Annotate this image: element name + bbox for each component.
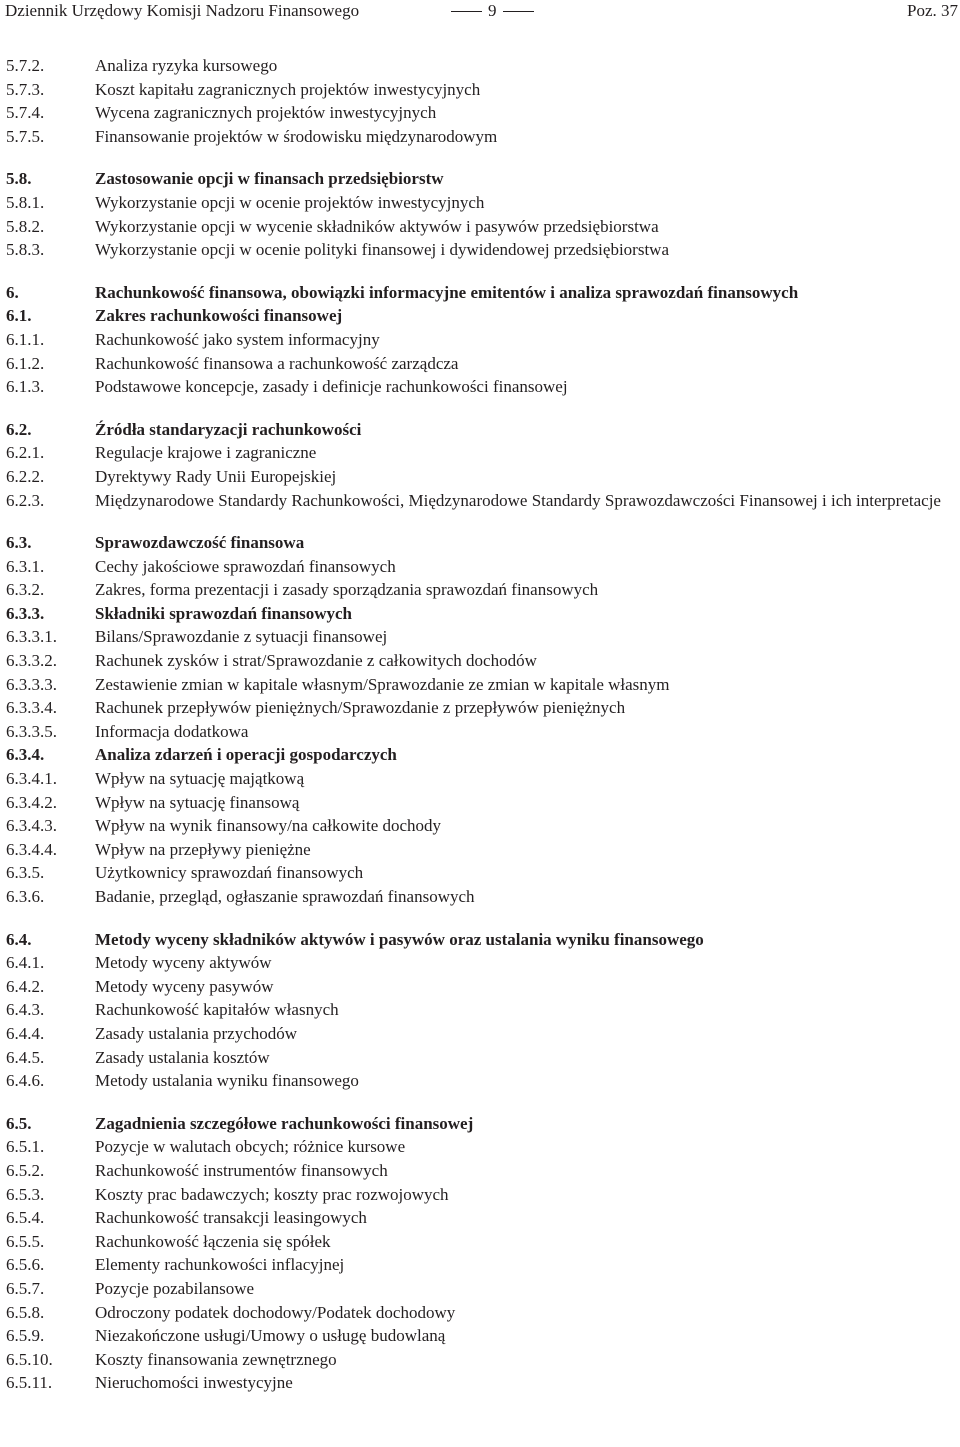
toc-entry — [6, 441, 958, 465]
entry-title: Rachunkowość łączenia się spółek — [95, 1231, 331, 1251]
toc-section — [6, 531, 958, 909]
entry-title: Bilans/Sprawozdanie z sytuacji finansowej — [95, 627, 388, 647]
entry-title: Pozycje w walutach obcych; różnice kursowe — [95, 1137, 406, 1157]
entry-title: Zakres rachunkowości finansowej — [95, 306, 343, 326]
page-header — [5, 0, 960, 22]
toc-section — [6, 1112, 958, 1395]
entry-number: 5.7.3. — [6, 79, 45, 99]
entry-title: Metody wyceny pasywów — [95, 976, 274, 996]
entry-title: Rachunek zysków i strat/Sprawozdanie z całkowitych dochodów — [95, 651, 537, 671]
entry-number: 6.1. — [6, 306, 32, 326]
toc-entry — [6, 720, 958, 744]
toc-heading — [6, 418, 958, 442]
entry-number: 6.4. — [6, 929, 32, 949]
toc-entry — [6, 101, 958, 125]
toc-entry — [6, 54, 958, 78]
entry-number: 6.3.4.1. — [6, 769, 57, 789]
journal-title: Dziennik Urzędowy Komisji Nadzoru Finansowego — [5, 1, 360, 20]
toc-section — [6, 54, 958, 148]
toc-entry — [6, 78, 958, 102]
entry-title: Sprawozdawczość finansowa — [95, 533, 305, 553]
entry-title: Metody ustalania wyniku finansowego — [95, 1071, 359, 1091]
toc-entry — [6, 998, 958, 1022]
toc-entry — [6, 791, 958, 815]
entry-title: Wpływ na sytuację majątkową — [95, 769, 305, 789]
entry-number: 6.3.2. — [6, 580, 45, 600]
entry-title: Rachunek przepływów pieniężnych/Sprawozdanie z przepływów pieniężnych — [95, 698, 626, 718]
page-number — [445, 0, 540, 22]
toc-entry — [6, 951, 958, 975]
toc-entry — [6, 1206, 958, 1230]
entry-title: Badanie, przegląd, ogłaszanie sprawozdań finansowych — [95, 887, 475, 906]
entry-number: 6.2.3. — [6, 490, 45, 510]
entry-number: 6.3. — [6, 533, 32, 553]
entry-number: 5.8.3. — [6, 240, 45, 260]
page-number-value: 9 — [488, 1, 497, 20]
entry-number: 6.5. — [6, 1113, 32, 1133]
table-of-contents — [6, 54, 958, 1414]
entry-title: Wpływ na wynik finansowy/na całkowite dochody — [95, 816, 442, 836]
entry-number: 6.3.3.4. — [6, 698, 57, 718]
entry-title: Rachunkowość kapitałów własnych — [95, 1000, 339, 1020]
entry-title: Analiza zdarzeń i operacji gospodarczych — [95, 745, 397, 765]
toc-entry — [6, 1253, 958, 1277]
position-label: Poz. 37 — [907, 1, 958, 20]
entry-title: Metody wyceny aktywów — [95, 953, 272, 973]
entry-number: 6.1.2. — [6, 353, 45, 373]
toc-entry — [6, 625, 958, 649]
entry-title: Metody wyceny składników aktywów i pasywów oraz ustalania wyniku finansowego — [95, 929, 704, 949]
toc-heading — [6, 304, 958, 328]
toc-entry — [6, 1046, 958, 1070]
toc-entry — [6, 215, 958, 239]
toc-entry — [6, 578, 958, 602]
entry-number: 6.3.3.2. — [6, 651, 57, 671]
entry-number: 6.3.4.2. — [6, 792, 57, 812]
entry-number: 5.8.1. — [6, 192, 45, 212]
entry-number: 6.5.5. — [6, 1231, 45, 1251]
entry-title: Cechy jakościowe sprawozdań finansowych — [95, 556, 396, 576]
toc-heading — [6, 602, 958, 626]
entry-number: 5.7.5. — [6, 126, 45, 146]
entry-title: Informacja dodatkowa — [95, 721, 249, 741]
toc-section — [6, 281, 958, 399]
toc-entry — [6, 1371, 958, 1395]
toc-entry — [6, 814, 958, 838]
entry-number: 5.7.2. — [6, 56, 45, 75]
toc-entry — [6, 1230, 958, 1254]
entry-title: Niezakończone usługi/Umowy o usługę budowlaną — [95, 1326, 446, 1346]
toc-entry — [6, 838, 958, 862]
toc-entry — [6, 861, 958, 885]
toc-entry — [6, 649, 958, 673]
entry-title: Rachunkowość instrumentów finansowych — [95, 1160, 388, 1180]
entry-title: Zastosowanie opcji w finansach przedsiębiorstw — [95, 169, 444, 189]
entry-number: 6.3.6. — [6, 887, 45, 906]
entry-title: Wycena zagranicznych projektów inwestycyjnych — [95, 103, 437, 123]
entry-number: 6.3.3.1. — [6, 627, 57, 647]
toc-entry — [6, 885, 958, 909]
entry-number: 6.1.1. — [6, 329, 45, 349]
entry-number: 6.3.4. — [6, 745, 45, 765]
toc-entry — [6, 673, 958, 697]
toc-section — [6, 928, 958, 1093]
entry-number: 6.2.2. — [6, 466, 45, 486]
toc-entry — [6, 328, 958, 352]
entry-number: 6.3.3.5. — [6, 721, 57, 741]
toc-heading — [6, 928, 958, 952]
entry-number: 6.4.6. — [6, 1071, 45, 1091]
entry-title: Zasady ustalania kosztów — [95, 1047, 270, 1067]
toc-heading — [6, 281, 958, 305]
toc-entry — [6, 1348, 958, 1372]
toc-entry — [6, 1301, 958, 1325]
entry-number: 6.2. — [6, 419, 32, 439]
entry-title: Wykorzystanie opcji w ocenie projektów inwestycyjnych — [95, 192, 485, 212]
toc-entry — [6, 1069, 958, 1093]
toc-heading — [6, 531, 958, 555]
entry-number: 6.4.4. — [6, 1023, 45, 1043]
toc-heading — [6, 167, 958, 191]
toc-entry — [6, 375, 958, 399]
entry-title: Wykorzystanie opcji w wycenie składników aktywów i pasywów przedsiębiorstwa — [95, 216, 659, 236]
entry-number: 6.2.1. — [6, 443, 45, 463]
entry-title: Zagadnienia szczegółowe rachunkowości finansowej — [95, 1113, 474, 1133]
toc-entry — [6, 465, 958, 489]
entry-number: 5.8.2. — [6, 216, 45, 236]
entry-title: Elementy rachunkowości inflacyjnej — [95, 1255, 345, 1275]
entry-number: 6.5.2. — [6, 1160, 45, 1180]
toc-entry — [6, 1324, 958, 1348]
entry-number: 6.5.6. — [6, 1255, 45, 1275]
entry-title: Rachunkowość finansowa, obowiązki informacyjne emitentów i analiza sprawozdań finansowych — [95, 282, 799, 302]
entry-title: Rachunkowość transakcji leasingowych — [95, 1208, 367, 1228]
entry-number: 6.5.8. — [6, 1302, 45, 1322]
entry-number: 6.1.3. — [6, 377, 45, 397]
dash-left — [451, 11, 482, 12]
entry-number: 6.5.10. — [6, 1349, 53, 1369]
entry-title: Rachunkowość finansowa a rachunkowość zarządcza — [95, 353, 459, 373]
entry-number: 6.5.9. — [6, 1326, 45, 1346]
toc-section — [6, 418, 958, 512]
entry-number: 6.3.5. — [6, 863, 45, 883]
entry-title: Pozycje pozabilansowe — [95, 1278, 255, 1298]
toc-entry — [6, 352, 958, 376]
entry-number: 6.3.4.3. — [6, 816, 57, 836]
entry-number: 6.5.1. — [6, 1137, 45, 1157]
toc-entry — [6, 238, 958, 262]
toc-heading — [6, 743, 958, 767]
entry-number: 6.5.11. — [6, 1373, 53, 1393]
entry-title: Rachunkowość jako system informacyjny — [95, 329, 380, 349]
entry-number: 6.3.3. — [6, 603, 45, 623]
toc-entry — [6, 1277, 958, 1301]
toc-heading — [6, 1112, 958, 1136]
entry-title: Międzynarodowe Standardy Rachunkowości, Międzynarodowe Standardy Sprawozdawczości Finansowej i ich interpretacje — [95, 490, 941, 510]
toc-entry — [6, 1022, 958, 1046]
toc-entry — [6, 1135, 958, 1159]
entry-title: Regulacje krajowe i zagraniczne — [95, 443, 317, 463]
entry-number: 5.7.4. — [6, 103, 45, 123]
dash-right — [503, 11, 534, 12]
entry-number: 6.4.3. — [6, 1000, 45, 1020]
entry-number: 6.3.4.4. — [6, 839, 57, 859]
entry-number: 6.5.7. — [6, 1278, 45, 1298]
entry-number: 6.5.4. — [6, 1208, 45, 1228]
entry-number: 6.3.1. — [6, 556, 45, 576]
entry-title: Składniki sprawozdań finansowych — [95, 603, 352, 623]
entry-number: 6.3.3.3. — [6, 674, 57, 694]
toc-entry — [6, 1159, 958, 1183]
toc-entry — [6, 555, 958, 579]
entry-number: 6.4.2. — [6, 976, 45, 996]
toc-entry — [6, 1183, 958, 1207]
entry-number: 6.5.3. — [6, 1184, 45, 1204]
entry-title: Koszt kapitału zagranicznych projektów inwestycyjnych — [95, 79, 481, 99]
toc-section — [6, 167, 958, 261]
entry-title: Wykorzystanie opcji w ocenie polityki finansowej i dywidendowej przedsiębiorstwa — [95, 240, 669, 260]
entry-title: Wpływ na sytuację finansową — [95, 792, 300, 812]
entry-title: Nieruchomości inwestycyjne — [95, 1373, 293, 1393]
entry-title: Zakres, forma prezentacji i zasady sporządzania sprawozdań finansowych — [95, 580, 599, 600]
toc-entry — [6, 696, 958, 720]
toc-entry — [6, 767, 958, 791]
entry-title: Zestawienie zmian w kapitale własnym/Sprawozdanie ze zmian w kapitale własnym — [95, 674, 670, 694]
toc-entry — [6, 489, 958, 513]
entry-title: Podstawowe koncepcje, zasady i definicje rachunkowości finansowej — [95, 377, 568, 397]
entry-number: 5.8. — [6, 169, 32, 189]
entry-number: 6.4.1. — [6, 953, 45, 973]
entry-title: Źródła standaryzacji rachunkowości — [95, 419, 362, 439]
entry-title: Dyrektywy Rady Unii Europejskiej — [95, 466, 337, 486]
toc-entry — [6, 191, 958, 215]
entry-title: Koszty finansowania zewnętrznego — [95, 1349, 337, 1369]
entry-title: Zasady ustalania przychodów — [95, 1023, 298, 1043]
entry-title: Użytkownicy sprawozdań finansowych — [95, 863, 364, 883]
entry-title: Wpływ na przepływy pieniężne — [95, 839, 311, 859]
entry-title: Finansowanie projektów w środowisku międzynarodowym — [95, 126, 498, 146]
toc-entry — [6, 125, 958, 149]
entry-number: 6. — [6, 282, 19, 302]
entry-title: Odroczony podatek dochodowy/Podatek dochodowy — [95, 1302, 456, 1322]
entry-title: Analiza ryzyka kursowego — [95, 56, 278, 75]
toc-entry — [6, 975, 958, 999]
entry-number: 6.4.5. — [6, 1047, 45, 1067]
entry-title: Koszty prac badawczych; koszty prac rozwojowych — [95, 1184, 449, 1204]
